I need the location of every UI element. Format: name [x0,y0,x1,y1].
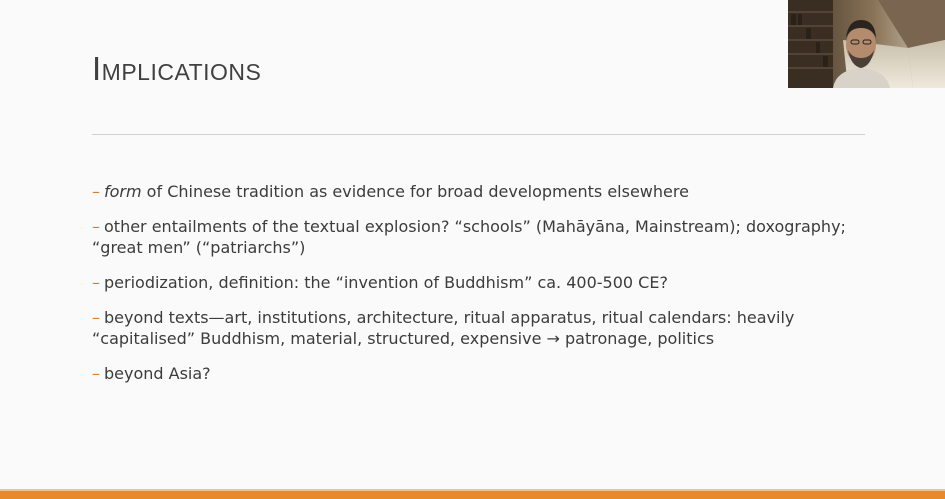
bullet-text: form [104,182,142,201]
bullet-text: beyond Asia? [104,364,211,383]
bullet-dash: – [92,308,100,327]
bullet-item [84,216,884,258]
bullet-list [84,181,884,398]
slide-title: Implications [92,50,262,87]
bullet-item [84,272,884,293]
presenter-webcam-video[interactable] [788,0,945,88]
footer-accent-bar [0,491,945,499]
presenter-video-thumbnail [788,0,945,88]
bullet-dash: – [92,364,100,383]
bullet-text: beyond texts—art, institutions, architecture, ritual apparatus, ritual calendars: heavily “capitalised” Buddhism, material, structured, expensive → patronage, politics [92,308,795,348]
bullet-text: other entailments of the textual explosion? “schools” (Mahāyāna, Mainstream); doxography; “great men” (“patriarchs”) [92,217,846,257]
bullet-item [84,363,884,384]
title-divider [92,134,865,135]
bullet-text: of Chinese tradition as evidence for broad developments elsewhere [141,182,689,201]
bullet-dash: – [92,273,100,292]
bullet-item [84,307,884,349]
bullet-dash: – [92,182,100,201]
bullet-item [84,181,884,202]
bullet-text: periodization, definition: the “invention of Buddhism” ca. 400-500 CE? [104,273,668,292]
bullet-dash: – [92,217,100,236]
